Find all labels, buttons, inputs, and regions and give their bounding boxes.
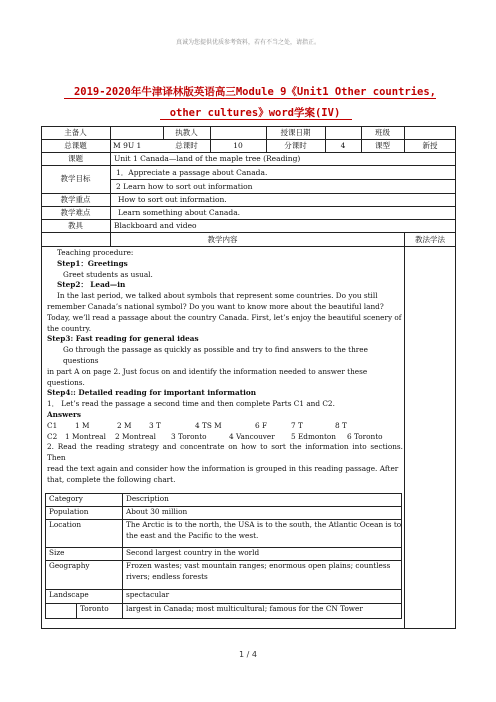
method-header: 教法学法 bbox=[415, 235, 445, 244]
step4-item-1: 1． Let’s read the passage a second time and then complete Parts C1 and C2. bbox=[47, 399, 335, 409]
table-col-divider bbox=[45, 493, 46, 619]
table-col-divider bbox=[76, 603, 77, 619]
document-title-line2: other cultures》word学案(IV) bbox=[169, 107, 341, 119]
table-cell-category: Geography bbox=[49, 561, 90, 570]
step3-text: in part A on page 2. Just focus on and identify the information needed to answer these questions. bbox=[47, 366, 368, 387]
title-underline-2 bbox=[160, 119, 352, 120]
title-underline-1 bbox=[64, 98, 436, 99]
topic-label: 课题 bbox=[68, 154, 83, 163]
table-cell-subcategory: Toronto bbox=[80, 604, 109, 613]
content-header: 教学内容 bbox=[207, 235, 238, 244]
answer: 2 Montreal bbox=[115, 431, 156, 441]
row-divider bbox=[41, 139, 456, 140]
header-category: Category bbox=[49, 494, 83, 503]
answer: 2 M bbox=[117, 420, 132, 430]
table-row-divider bbox=[45, 618, 402, 619]
row-divider bbox=[41, 193, 456, 194]
class-label: 班级 bbox=[375, 128, 390, 137]
split-value: 4 bbox=[340, 141, 346, 150]
table-row-divider bbox=[45, 506, 402, 507]
table-cell-category: Population bbox=[49, 507, 89, 516]
tools-label: 教具 bbox=[68, 221, 83, 230]
table-col-divider bbox=[122, 493, 123, 619]
step1-text: Greet students as usual. bbox=[63, 269, 153, 279]
difficulty-label: 教学难点 bbox=[60, 208, 91, 217]
answer: 1 M bbox=[75, 420, 90, 430]
key-value: How to sort out information. bbox=[118, 195, 227, 204]
canada-info-table bbox=[45, 493, 402, 619]
table-cell-category: Landscape bbox=[49, 590, 89, 599]
type-label: 课型 bbox=[375, 141, 390, 150]
row-divider bbox=[41, 219, 456, 220]
table-cell-description: spectacular bbox=[126, 590, 170, 599]
step3-text: Go through the passage as quickly as possible and try to find answers to the three questions bbox=[63, 345, 368, 365]
answer: 6 F bbox=[255, 420, 268, 430]
step2-text: In the last period, we talked about symbols that represent some countries. Do you still bbox=[57, 291, 378, 301]
table-cell-category: Location bbox=[49, 520, 82, 529]
answer: 1 Montreal bbox=[65, 431, 106, 441]
teaching-procedure bbox=[47, 248, 403, 486]
answer: 6 Toronto bbox=[347, 431, 383, 441]
difficulty-value: Learn something about Canada. bbox=[118, 208, 241, 217]
goal-1: 1．Appreciate a passage about Canada. bbox=[116, 168, 268, 177]
row-divider bbox=[41, 232, 456, 233]
col-divider bbox=[110, 126, 111, 246]
c1-answers bbox=[47, 421, 403, 432]
step2-text: the country. bbox=[47, 323, 92, 333]
table-cell-description: Second largest country in the world bbox=[126, 548, 260, 557]
step2-heading: Step2： Lead—in bbox=[57, 280, 126, 290]
header-description: Description bbox=[126, 494, 169, 503]
description-line: the east and the Pacific to the west. bbox=[126, 530, 259, 540]
key-label: 教学重点 bbox=[60, 195, 91, 204]
total-hours-label: 总课时 bbox=[175, 141, 198, 150]
answer: 4 Vancouver bbox=[229, 431, 275, 441]
row-divider bbox=[41, 206, 456, 207]
table-cell-description: About 30 million bbox=[126, 507, 188, 516]
answer: 3 Toronto bbox=[171, 431, 207, 441]
host-label: 主备人 bbox=[64, 128, 87, 137]
step4-item-2: 2. Read the reading strategy and concentrate on how to sort the information into sections. Then bbox=[47, 442, 403, 463]
step2-text: remember Canada’s national symbol? Do you want to know more about the beautiful land? bbox=[47, 301, 384, 311]
table-cell-description: largest in Canada; most multicultural; famous for the CN Tower bbox=[126, 604, 363, 613]
description-line: rivers; endless forests bbox=[126, 571, 208, 581]
total-hours-value: 10 bbox=[233, 141, 243, 150]
description-line: The Arctic is to the north, the USA is to the south, the Atlantic Ocean is to bbox=[126, 520, 402, 529]
table-col-divider bbox=[401, 493, 402, 619]
step2-text: Today, we’ll read a passage about the country Canada. First, let’s enjoy the beautiful scenery of bbox=[47, 312, 402, 322]
row-divider bbox=[110, 179, 456, 180]
goal-2: 2 Learn how to sort out information bbox=[116, 182, 253, 191]
row-divider bbox=[41, 246, 456, 247]
header-note: 真诚为您提供优质参考资料，若有不当之处，请指正。 bbox=[175, 39, 320, 46]
c2-answers bbox=[47, 432, 403, 443]
step3-heading: Step3: Fast reading for general ideas bbox=[47, 334, 199, 344]
answer: 8 T bbox=[335, 420, 347, 430]
topic-value: Unit 1 Canada—land of the maple tree (Reading) bbox=[114, 154, 301, 163]
step4-item-2: read the text again and consider how the information is grouped in this reading passage. After bbox=[47, 463, 399, 473]
step4-heading: Step4:: Detailed reading for important information bbox=[47, 388, 257, 398]
page-number: 1 / 4 bbox=[239, 650, 257, 659]
table-cell-description bbox=[126, 561, 398, 583]
description-line: Frozen wastes; vast mountain ranges; enormous open plains; countless bbox=[126, 561, 391, 570]
type-value: 新授 bbox=[422, 141, 438, 150]
total-value: M 9U 1 bbox=[113, 141, 142, 150]
table-cell-category: Size bbox=[49, 548, 65, 557]
answer: 3 T bbox=[149, 420, 161, 430]
row-divider bbox=[41, 165, 456, 166]
total-label: 总课题 bbox=[64, 141, 87, 150]
teacher-label: 执教人 bbox=[175, 128, 198, 137]
split-label: 分课时 bbox=[284, 141, 307, 150]
table-row-divider bbox=[45, 589, 402, 590]
c2-label: C2 bbox=[47, 431, 58, 441]
procedure-heading: Teaching procedure: bbox=[57, 248, 134, 257]
step4-item-2: that, complete the following chart. bbox=[47, 474, 176, 484]
document-title-line1: 2019-2020年牛津译林版英语高三Module 9《Unit1 Other countries, bbox=[73, 86, 437, 98]
table-cell-description bbox=[126, 520, 402, 542]
answer: 7 T bbox=[291, 420, 303, 430]
col-divider bbox=[404, 232, 405, 629]
answer: 4 TS M bbox=[195, 420, 222, 430]
table-row-divider bbox=[45, 493, 402, 494]
step1-heading: Step1：Greetings bbox=[57, 258, 128, 268]
date-label: 授课日期 bbox=[280, 128, 311, 137]
goal-label: 教学目标 bbox=[60, 174, 91, 183]
answers-heading: Answers bbox=[47, 409, 81, 419]
answer: 5 Edmonton bbox=[291, 431, 336, 441]
tools-value: Blackboard and video bbox=[114, 221, 197, 230]
row-divider bbox=[41, 152, 456, 153]
c1-label: C1 bbox=[47, 420, 58, 430]
